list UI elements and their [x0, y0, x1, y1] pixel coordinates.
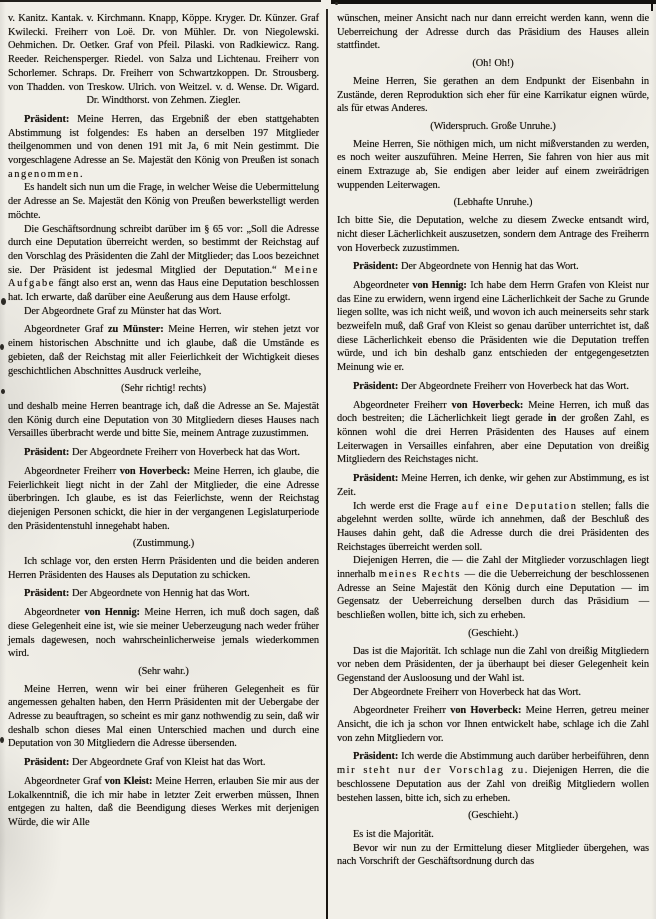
- text-segment: Der Abgeordnete Graf zu Münster hat das Wort.: [24, 305, 222, 317]
- stage-direction: [8, 537, 319, 551]
- top-rule-tick: [651, 0, 653, 11]
- text-segment: der großen Zahl, es können wohl die drei Herren Präsidenten des Hauses auf einem Leiterwagen in Versailles einfahren, aber eine Deputation von dreißig Mitgliedern des Reichstages nicht.: [337, 413, 649, 466]
- text-segment: Der Abgeordnete Freiherr von Hoverbeck hat das Wort.: [69, 447, 300, 459]
- text-segment: Meine Herren, das Ergebniß der eben stattgehabten Abstimmung ist folgendes: Es haben an derselben 197 Mitglieder theilgenommen und von denen 191 mit Ja, 6 mit Nein gestimmt. Die vorgeschlagene Adresse an Se. Majestät den König von Preußen ist sonach: [8, 113, 319, 167]
- speaker-label: Präsident:: [24, 447, 70, 459]
- text-segment: Abgeordneter: [353, 279, 413, 291]
- speech-paragraph: [8, 446, 319, 460]
- stage-direction-text: (Sehr richtig! rechts): [121, 383, 206, 395]
- text-segment: Ich habe dem Herrn Grafen von Kleist nur das Eine zu erwidern, wenn irgend eine Lächerlichkeit der Sache zu Grunde liegen sollte, was ich nicht weiß, und wovon ich auch meinerseits sehr stark bezweifeln muß, daß Graf von Kleist so genau darüber unterrichtet ist, daß diese Lächerlichkeit ebenso die Präsidenten wie die Deputation treffen würde, und ich bin deshalb ganz entschieden der entgegengesetzten Meinung wie er.: [337, 279, 650, 374]
- text-segment: Meine Herren, erlauben Sie mir aus der Lokalkenntniß, die ich mir habe in letzter Zeit erwerben müssen, Ihnen entgegen zu halten, daß die Beendigung dieses Werkes mit derjenigen Würde, die wir Alle: [8, 775, 320, 828]
- text-segment: Meine Herren, getreu meiner Ansicht, die ich ja schon vor Ihnen entwickelt habe, schlage ich die Zahl von zehn Mitgliedern vor.: [337, 705, 649, 744]
- speech-paragraph: [8, 555, 319, 582]
- speaker-label: zu Münster:: [107, 324, 164, 336]
- speaker-label: Präsident:: [353, 261, 399, 273]
- text-segment: Ich bitte Sie, die Deputation, welche zu diesem Zwecke entsandt wird, nicht dieser Lächerlichkeit auszusetzen, sondern dem Antrage des Freiherrn von Hoverbeck zuzustimmen.: [337, 215, 649, 254]
- speech-paragraph: [8, 400, 319, 441]
- speech-paragraph: [337, 704, 649, 745]
- stage-direction: [337, 120, 649, 134]
- text-segment: Bevor wir nun zu der Ermittelung dieser Mitglieder übergehen, was nach Vorschrift der Geschäftsordnung durch das: [337, 842, 649, 868]
- stage-direction: [8, 382, 319, 396]
- text-segment: Meine Herren, Sie nöthigen mich, um nicht mißverstanden zu werden, es noch weiter auszuführen. Meine Herren, Sie fahren von hier aus mit einem Extrazuge ab, Sie endigen aber leider auf einem zweirädrigen wuppenden Leiterwagen.: [337, 138, 649, 191]
- speaker-label: von Hennig:: [412, 279, 467, 291]
- speaker-label: von Hoverbeck:: [119, 465, 191, 477]
- speech-paragraph: [337, 828, 649, 842]
- speech-paragraph: [8, 305, 319, 319]
- speech-paragraph: [337, 260, 649, 274]
- speech-paragraph: [337, 279, 649, 375]
- speech-paragraph: [8, 223, 319, 305]
- text-segment: Diejenigen Herren, die — die Zahl der Mitglieder vorzuschlagen liegt innerhalb: [337, 555, 649, 581]
- text-segment: Abgeordneter Freiherr: [353, 399, 452, 411]
- text-segment: Meine Herren, wir stehen jetzt vor einem historischen Abschnitte und ich glaube, daß die Umstände es gebieten, daß der Reichstag mit aller Feierlichkeit der Wichtigkeit dieses geschichtlichen Abschnittes Ausdruck verleihe,: [8, 324, 319, 377]
- text-segment: stellen; falls die abgelehnt werden sollte, würde ich annehmen, daß der Beschluß des Hauses dahin geht, daß die Adresse durch die drei Präsidenten des Reichstages überreicht werden soll.: [337, 500, 649, 553]
- text-segment: Meine Herren, ich denke, wir gehen zur Abstimmung, es ist Zeit.: [337, 473, 649, 498]
- speaker-label: von Hoverbeck:: [451, 399, 524, 411]
- stage-direction-text: (Geschieht.): [468, 627, 518, 639]
- text-segment: und deshalb meine Herren beantrage ich, daß die Adresse an Se. Majestät den König durch eine Deputation von 30 Mitgliedern dieses Hauses nach Versailles überbracht werde und bitte Sie, meinem Antrage zuzustimmen.: [8, 400, 319, 440]
- text-segment: Der Abgeordnete Graf von Kleist hat das Wort.: [69, 757, 266, 769]
- stage-direction-text: (Widerspruch. Große Unruhe.): [430, 120, 556, 132]
- scan-noise-speck: [0, 737, 4, 743]
- text-segment: Es ist die Majorität.: [353, 828, 434, 840]
- stage-direction-text: (Sehr wahr.): [138, 665, 189, 677]
- stage-direction: [337, 196, 649, 210]
- text-segment: Das ist die Majorität. Ich schlage nun die Zahl von dreißig Mitgliedern vor neben dem Präsidenten, der ja überhaupt bei dieser Gelegenheit kein Gegenstand der Ausloosung und der Wahl ist.: [337, 645, 649, 684]
- speech-paragraph: [337, 75, 649, 116]
- text-segment: Meine Herren, ich muß doch sagen, daß diese Gelegenheit eine ist, wie sie meiner Ueberzeugung nach weder früher jemals dagewesen, noch wahrscheinlicherweise jemals wiederkommen wird.: [8, 607, 319, 660]
- top-rule-left: [0, 0, 321, 2]
- member-names-text: v. Kanitz. Kantak. v. Kirchmann. Knapp, Köppe. Kryger. Dr. Künzer. Graf Kwilecki. Freiherr von Loë. Dr. von Mühler. Dr. von Niegolewski. Oehmichen. Dr. Oetker. Graf von Pfeil. Pilaski. von Radkiewicz. Rang. Reeder. Reichensperger. Riedel. von Salza und Lichtenau. Freiherr von Schorlemer. Schraps. Dr. Freiherr von Schwartzkoppen. Dr. Strousberg. von Thadden. von Treskow. Ulrich. von Weitzel. v. d. Wense. Dr. Wigard. Dr. Windthorst. von Zehmen. Ziegler.: [8, 13, 319, 107]
- scan-noise-speck: [1, 389, 5, 394]
- speech-paragraph: [8, 683, 319, 752]
- stage-direction-text: (Geschieht.): [468, 810, 518, 822]
- speech-paragraph: [8, 323, 319, 378]
- speaker-label: Präsident:: [24, 113, 70, 125]
- speech-paragraph: [337, 554, 649, 623]
- text-segment: Ich werde erst die Frage: [353, 500, 462, 512]
- speaker-label: von Hoverbeck:: [450, 705, 522, 717]
- speech-paragraph: [337, 686, 649, 700]
- speaker-label: von Hennig:: [84, 607, 140, 619]
- speech-paragraph: [337, 138, 649, 193]
- stage-direction-text: (Zustimmung.): [132, 538, 195, 550]
- scan-noise-speck: [1, 298, 6, 305]
- text-segment: Abgeordneter Freiherr: [353, 705, 451, 717]
- stage-direction: [337, 809, 649, 823]
- top-rule-right: [331, 0, 656, 4]
- text-segment: wünschen, meiner Ansicht nach nur dann erreicht werden kann, wenn die Ueberreichung der Adresse durch das Präsidium des Hauses allein stattfindet.: [337, 13, 649, 52]
- text-segment: Ich schlage vor, den ersten Herrn Präsidenten und die beiden anderen Herren Präsidenten des Hauses als Deputation zu schicken.: [8, 556, 319, 581]
- text-segment: Abgeordneter Freiherr: [24, 465, 120, 477]
- emphasized-text: in: [547, 413, 557, 425]
- text-segment: Abgeordneter Graf: [24, 324, 108, 336]
- text-segment: Der Abgeordnete Freiherr von Hoverbeck hat das Wort.: [398, 380, 629, 392]
- speech-paragraph: [337, 645, 649, 686]
- emphasized-text: angenommen: [8, 168, 80, 180]
- speech-paragraph: [8, 181, 319, 222]
- member-names-paragraph: [8, 12, 319, 108]
- speech-paragraph: [337, 500, 649, 555]
- text-segment: Meine Herren, ich muß das doch bestreiten; die Lächerlichkeit liegt gerade: [337, 399, 649, 425]
- text-segment: Meine Herren, wenn wir bei einer früheren Gelegenheit es für angemessen gehalten haben, den Herrn Präsidenten mit der Uebergabe der Adresse zu beauftragen, so scheint es mir ganz nothwendig zu sein, daß wir deshalb schon dieses Mal einen Unterschied machen und durch eine Deputation von 30 Mitgliedern die Adresse übersenden.: [8, 683, 319, 750]
- speech-paragraph: [337, 399, 649, 468]
- stage-direction-text: (Lebhafte Unruhe.): [453, 197, 533, 209]
- speech-paragraph: [8, 113, 319, 182]
- speech-paragraph: [8, 465, 319, 534]
- emphasized-text: meines Rechts: [378, 569, 462, 581]
- text-segment: Meine Herren, ich glaube, die Feierlichkeit liegt nicht in der Zahl der Mitglieder, die eine Adresse überbringen. Ich glaube, es ist das Feierlichste, wenn der Reichstag diejenigen Personen schickt, die hier in der vergangenen Legislaturperiode den Präsidentenstuhl innegehabt haben.: [8, 465, 319, 532]
- speech-paragraph: [337, 472, 649, 499]
- speech-paragraph: [337, 842, 649, 869]
- text-segment: Die Geschäftsordnung schreibt darüber im § 65 vor: „Soll die Adresse durch eine Deputation überreicht werden, so bestimmt der Reichstag auf den Vorschlag des Präsidenten die Zahl der Mitglieder; das Loos bezeichnet sie. Der Präsident ist jedesmal Mitglied der Deputation.“: [8, 223, 319, 276]
- text-segment: .: [79, 168, 83, 180]
- text-segment: Der Abgeordnete Freiherr von Hoverbeck hat das Wort.: [353, 686, 581, 698]
- speaker-label: Präsident:: [353, 473, 399, 485]
- text-segment: . Diejenigen Herren, die die beschlossene Deputation aus der Zahl von dreißig Mitgliedern wollen bestehen lassen, bitte ich, sich zu erheben.: [337, 765, 649, 804]
- column-divider-rule: [326, 9, 328, 919]
- speech-paragraph: [8, 756, 319, 770]
- scan-noise-speck: [0, 344, 4, 350]
- text-segment: Der Abgeordnete von Hennig hat das Wort.: [398, 261, 579, 273]
- emphasized-text: auf eine Deputation: [461, 500, 578, 512]
- text-segment: fängt also erst an, wenn das Haus eine Deputation beschlossen hat. Ich erwarte, daß darüber eine Aeußerung aus dem Hause erfolgt.: [8, 278, 319, 304]
- speech-paragraph: [337, 380, 649, 394]
- speech-paragraph: [337, 750, 649, 805]
- speech-paragraph: [337, 12, 649, 53]
- speech-paragraph: [8, 587, 319, 601]
- text-segment: Der Abgeordnete von Hennig hat das Wort.: [69, 588, 250, 600]
- text-segment: Ich werde die Abstimmung auch darüber herbeiführen, denn: [398, 751, 649, 763]
- speaker-label: von Kleist:: [104, 775, 153, 787]
- speaker-label: Präsident:: [353, 380, 399, 392]
- text-segment: — die die Ueberreichung der beschlossenen Adresse an Seine Majestät den König durch eine Deputation — im Gegensatz der Ueberreichung derselben durch das Präsidium — beschließen wollen, bitte ich, sich zu erheben.: [337, 569, 649, 622]
- text-segment: Abgeordneter Graf: [24, 775, 105, 787]
- text-column-right: [337, 12, 649, 919]
- speech-paragraph: [8, 775, 319, 830]
- stage-direction: [337, 627, 649, 641]
- scan-noise-speck: [335, 2, 338, 5]
- text-segment: Abgeordneter: [24, 607, 85, 619]
- speaker-label: Präsident:: [24, 588, 70, 600]
- speech-paragraph: [337, 214, 649, 255]
- stage-direction: [8, 665, 319, 679]
- emphasized-text: mir steht nur der Vorschlag zu: [337, 765, 525, 777]
- speech-paragraph: [8, 606, 319, 661]
- speaker-label: Präsident:: [24, 757, 70, 769]
- emphasized-text: Meine Aufgabe: [8, 264, 319, 290]
- speaker-label: Präsident:: [353, 751, 399, 763]
- stage-direction: [337, 57, 649, 71]
- text-segment: Meine Herren, Sie gerathen an dem Endpunkt der Eisenbahn in Zustände, deren Reproduktion sich eher für eine Karrikatur eignen würde, als für etwas Anderes.: [337, 75, 649, 115]
- text-segment: Es handelt sich nun um die Frage, in welcher Weise die Uebermittelung der Adresse an Se. Majestät den König von Preußen bewerkstelligt werden möchte.: [8, 182, 319, 221]
- text-column-left: [8, 12, 319, 919]
- stage-direction-text: (Oh! Oh!): [472, 58, 514, 70]
